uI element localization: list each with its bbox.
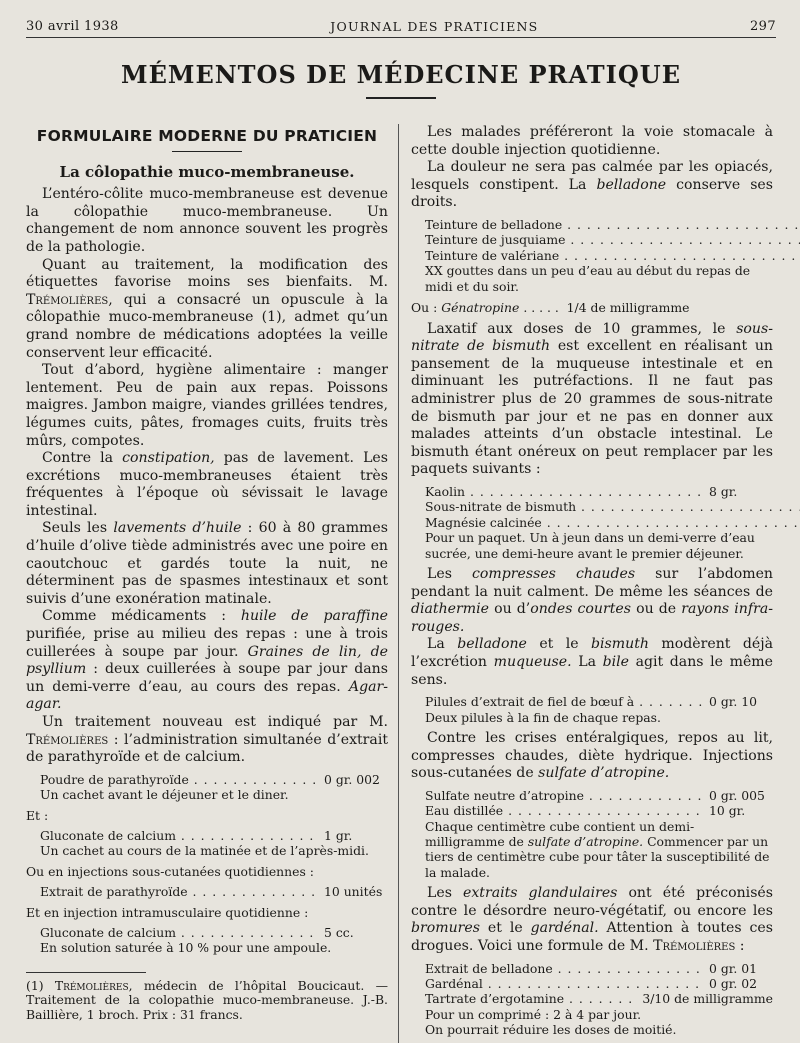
prescription-note: Chaque centimètre cube contient un demi-milligramme de sulfate d’atropine. Commencer par un tiers de centimètre cube pour tâter la susceptibilité de la malade. <box>425 818 770 880</box>
paragraph: L’entéro-côlite muco-membraneuse est devenue la côlopathie muco-membraneuse. Un changement de nom annonce souvent les progrès de la pathologie. <box>26 186 388 255</box>
prescription-note: Pour un comprimé : 2 à 4 par jour. <box>425 1006 642 1022</box>
dose: 0 gr. 01 <box>709 960 757 976</box>
dose: 3/10 de milligramme <box>642 991 773 1007</box>
prescription-block <box>411 484 773 561</box>
ingredient: Tartrate d’ergotamine . . . <box>425 991 636 1006</box>
author-name: Trémolières <box>653 937 736 954</box>
dose: 0 gr. 005 <box>709 787 765 803</box>
prescription-note: Un cachet au cours de la matinée et de l’après-midi. <box>40 843 369 859</box>
prescription-note: En solution saturée à 10 % pour une ampoule. <box>40 940 332 956</box>
paragraph: Un traitement nouveau est indiqué par M. Trémolières : l’administration simultanée d’extrait de parathyroïde et de calcium. <box>26 714 388 766</box>
ingredient: Kaolin . . . <box>425 484 703 499</box>
dose: 8 gr. <box>709 483 738 499</box>
dose: 0 gr. 02 <box>709 975 757 991</box>
paragraph: Seuls les lavements d’huile : 60 à 80 grammes d’huile d’olive tiède administrés avec une poire en caoutchouc et gardés toute la nuit, ne déterminent pas de spasmes intestinaux et sont suivis d’une exonération matinale. <box>26 520 388 607</box>
left-column <box>26 124 396 1043</box>
alternative-line: Ou : Génatropine . . . . . 1/4 de milligramme <box>411 300 690 315</box>
ingredient: Gardénal . . . <box>425 976 703 991</box>
connector-text: Ou en injections sous-cutanées quotidiennes : <box>26 863 314 879</box>
author-name: Trémolières <box>26 291 109 308</box>
two-column-body <box>26 124 776 1043</box>
dose: 10 gr. <box>709 803 746 819</box>
ingredient: Eau distillée . . . <box>425 803 703 818</box>
header-page-number: 297 <box>749 19 776 34</box>
ingredient: Magnésie calcinée . . . <box>425 515 800 530</box>
prescription-block <box>26 925 388 956</box>
prescription-note: Deux pilules à la fin de chaque repas. <box>425 709 661 725</box>
prescription-note: Pour un paquet. Un à jeun dans un demi-verre d’eau sucrée, une demi-heure avant le premier déjeuner. <box>425 530 755 561</box>
ingredient: Sous-nitrate de bismuth . . . <box>425 499 800 514</box>
connector-text: Et en injection intramusculaire quotidienne : <box>26 904 309 920</box>
ingredient: Extrait de parathyroïde . . . <box>40 884 318 899</box>
section-rule <box>172 151 242 152</box>
paragraph: Laxatif aux doses de 10 grammes, le sous-nitrate de bismuth est excellent en réalisant un pansement de la muqueuse intestinale et en diminuant les putréfactions. Il ne faut pas administrer plus de 20 grammes de sous-nitrate de bismuth par jour et ne pas en donner aux malades atteints d’un obstacle intestinal. Le bismuth étant onéreux on peut remplacer par les paquets suivants : <box>411 320 773 478</box>
dose: 0 gr. 002 <box>324 771 380 787</box>
prescription-note: On pourrait réduire les doses de moitié. <box>425 1022 677 1038</box>
right-column <box>398 124 773 1043</box>
running-header <box>26 14 776 38</box>
ingredient: Poudre de parathyroïde . . . <box>40 772 318 787</box>
prescription-block <box>411 788 773 880</box>
ingredient: Extrait de belladone . . . <box>425 961 703 976</box>
prescription-block <box>26 772 388 803</box>
ingredient: Gluconate de calcium . . . <box>40 828 318 843</box>
section-title: FORMULAIRE MODERNE DU PRATICIEN <box>36 127 378 145</box>
paragraph: Les compresses chaudes sur l’abdomen pendant la nuit calment. De même les séances de diathermie ou d’ondes courtes ou de rayons infra-rouges. <box>411 565 773 635</box>
ingredient: Pilules d’extrait de fiel de bœuf à . . . <box>425 694 703 709</box>
ingredient: Sulfate neutre d’atropine . . . <box>425 788 703 803</box>
paragraph: Comme médicaments : huile de paraffine purifiée, prise au milieu des repas : une à trois cuillerées à soupe par jour. Graines de lin, de psyllium : deux cuillerées à soupe par jour dans un demi-verre d’eau, au cours des repas. Agar-agar. <box>26 608 388 713</box>
page-banner-title: MÉMENTOS DE MÉDECINE PRATIQUE <box>121 60 681 89</box>
prescription-block <box>26 884 388 899</box>
ingredient: Teinture de belladone . . . <box>425 217 800 232</box>
ingredient-group <box>425 499 773 530</box>
dose: 1/4 de milligramme <box>566 300 690 315</box>
paragraph: Contre les crises entéralgiques, repos au lit, compresses chaudes, diète hydrique. Injections sous-cutanées de sulfate d’atropine. <box>411 729 773 782</box>
dose: 0 gr. 10 <box>709 694 757 710</box>
dose: 1 gr. <box>324 828 353 843</box>
paragraph: Contre la constipation, pas de lavement. Les excrétions muco-membraneuses étaient très fréquentes à l’époque où sévissait le lavage intestinal. <box>26 450 388 519</box>
prescription-block <box>26 828 388 859</box>
footnote-rule <box>26 972 146 973</box>
article-subtitle: La côlopathie muco-membraneuse. <box>59 162 355 181</box>
paragraph: Les extraits glandulaires ont été préconisés contre le désordre neuro-végétatif, ou encore les bromures et le gardénal. Attention à toutes ces drogues. Voici une formule de M. Trémolières : <box>411 885 773 954</box>
prescription-note: XX gouttes dans un peu d’eau au début du repas de midi et du soir. <box>425 263 751 294</box>
ingredient: Teinture de valériane . . . <box>425 248 800 263</box>
prescription-block <box>411 217 773 294</box>
prescription-note: Un cachet avant le déjeuner et le diner. <box>40 787 289 803</box>
paragraph: Quant au traitement, la modification des étiquettes favorise moins ses bienfaits. M. Trémolières, qui a consacré un opuscule à la côlopathie muco-membraneuse (1), admet qu’un grand nombre de médications adoptées la veille conservent leur efficacité. <box>26 256 388 361</box>
prescription-block <box>411 961 773 1038</box>
author-name: Trémolières <box>54 977 129 993</box>
paragraph: Tout d’abord, hygiène alimentaire : manger lentement. Peu de pain aux repas. Poissons maigres. Jambon maigre, viandes grillées tendres, légumes cuits, pâtes, fromages cuits, fruits très mûrs, compotes. <box>26 362 388 449</box>
header-journal-title: JOURNAL DES PRATICIENS <box>330 19 539 34</box>
ingredient-group <box>425 217 773 263</box>
ingredient: Teinture de jusquiame . . . <box>425 232 800 247</box>
connector-text: Et : <box>26 807 49 823</box>
dose: 5 cc. <box>324 925 354 941</box>
paragraph: La belladone et le bismuth modèrent déjà l’excrétion muqueuse. La bile agit dans le même sens. <box>411 636 773 688</box>
dose: 10 unités <box>324 884 383 900</box>
prescription-block <box>411 694 773 725</box>
footnote: (1) Trémolières, médecin de l’hôpital Boucicaut. — Traitement de la colopathie muco-membraneuse. J.-B. Baillière, 1 broch. Prix : 31 francs. <box>26 977 388 1022</box>
paragraph: La douleur ne sera pas calmée par les opiacés, lesquels constipent. La belladone conserve ses droits. <box>411 159 774 211</box>
ingredient: Gluconate de calcium . . . <box>40 925 318 940</box>
banner-rule <box>366 97 436 99</box>
author-name: Trémolières <box>26 731 109 748</box>
header-date: 30 avril 1938 <box>26 19 119 34</box>
paragraph: Les malades préféreront la voie stomacale à cette double injection quotidienne. <box>411 124 773 158</box>
